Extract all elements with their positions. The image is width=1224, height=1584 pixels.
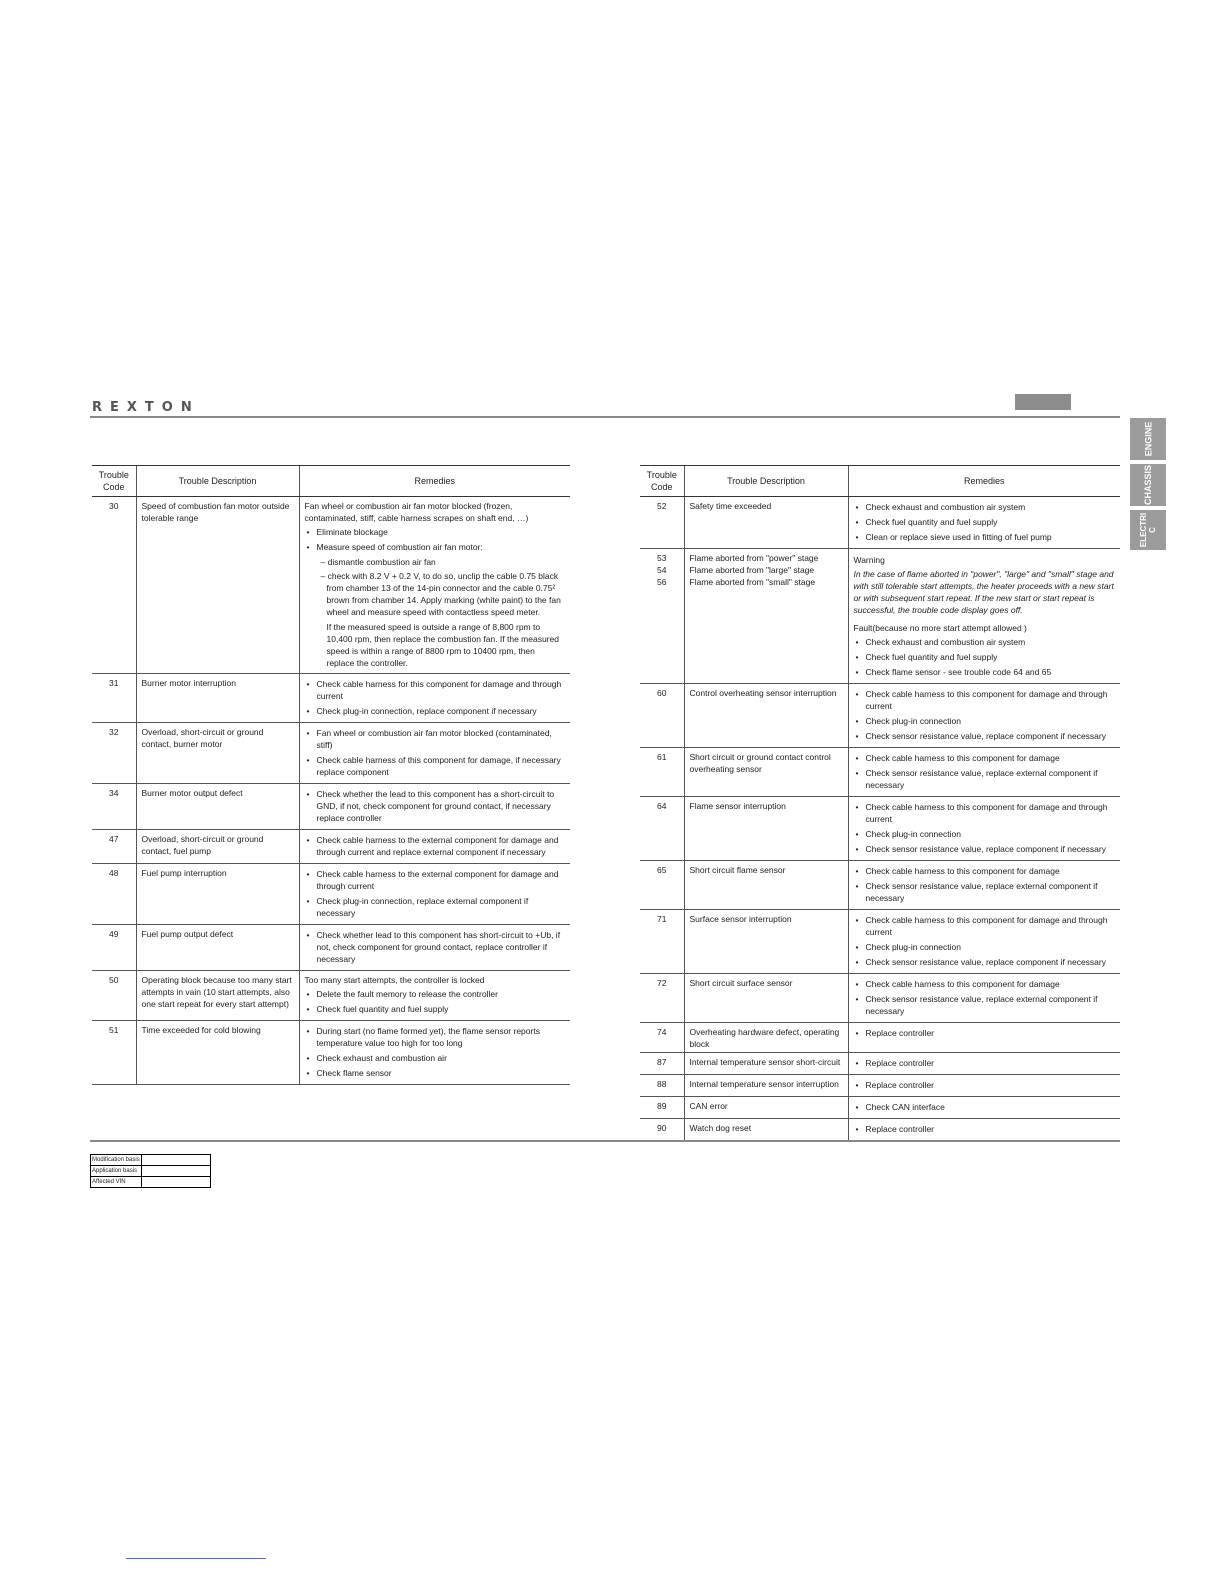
trouble-code-table-right bbox=[640, 465, 1120, 1141]
trouble-code: 48 bbox=[92, 864, 136, 925]
remedy-bullet: • Check sensor resistance value, replace external component if necessary bbox=[854, 767, 1116, 791]
table-row bbox=[92, 723, 570, 784]
trouble-code: 61 bbox=[640, 748, 684, 797]
table-row bbox=[92, 864, 570, 925]
tab-chassis[interactable]: CHASSIS bbox=[1130, 464, 1166, 506]
table-row bbox=[92, 674, 570, 723]
trouble-code: 65 bbox=[640, 861, 684, 910]
table-row bbox=[640, 1053, 1120, 1075]
application-basis-label: Application basis bbox=[91, 1166, 142, 1177]
remedies bbox=[848, 1097, 1120, 1119]
trouble-description: Time exceeded for cold blowing bbox=[136, 1021, 299, 1085]
trouble-code: 88 bbox=[640, 1075, 684, 1097]
table-row bbox=[92, 1021, 570, 1085]
trouble-code: 32 bbox=[92, 723, 136, 784]
trouble-code-table-left bbox=[92, 465, 570, 1085]
remedy-text: Fan wheel or combustion air fan motor blocked (frozen, contaminated, stiff, cable harness scrapes on shaft end, …) bbox=[304, 501, 529, 523]
remedy-bullet: • Check cable harness to the external component for damage and through current and replace external component if necessary bbox=[305, 834, 566, 858]
trouble-description: Fuel pump interruption bbox=[136, 864, 299, 925]
remedies bbox=[299, 497, 570, 674]
footer-link-line bbox=[126, 1558, 266, 1559]
trouble-description: Flame aborted from "power" stage Flame aborted from "large" stage Flame aborted from "small" stage bbox=[684, 549, 848, 684]
trouble-description: Overload, short-circuit or ground contact, burner motor bbox=[136, 723, 299, 784]
header-box bbox=[1015, 394, 1071, 410]
remedy-bullet: • Replace controller bbox=[854, 1123, 1116, 1135]
remedy-text: Too many start attempts, the controller is locked bbox=[304, 975, 485, 985]
table-row bbox=[640, 549, 1120, 684]
remedy-bullet: • Replace controller bbox=[854, 1079, 1116, 1091]
trouble-description: CAN error bbox=[684, 1097, 848, 1119]
remedy-bullet: • Check exhaust and combustion air system bbox=[854, 501, 1116, 513]
trouble-code: 74 bbox=[640, 1023, 684, 1053]
trouble-description: Short circuit flame sensor bbox=[684, 861, 848, 910]
table-row bbox=[640, 1075, 1120, 1097]
col-header-remedies: Remedies bbox=[848, 466, 1120, 497]
table-row bbox=[640, 748, 1120, 797]
col-header-remedies: Remedies bbox=[299, 466, 570, 497]
trouble-description: Operating block because too many start attempts in vain (10 start attempts, also one start repeat for every start attempt) bbox=[136, 971, 299, 1021]
remedy-bullet: • Delete the fault memory to release the controller bbox=[305, 988, 566, 1000]
trouble-code: 53 54 56 bbox=[640, 549, 684, 684]
remedies bbox=[848, 684, 1120, 748]
rexton-logo: REXTON bbox=[92, 400, 200, 415]
remedy-note: If the measured speed is outside a range of 8,800 rpm to 10,400 rpm, then replace the combustion fan. If the measured speed is within a range of 8800 rpm to 10400 rpm, then replace the controller. bbox=[326, 622, 559, 668]
remedy-bullet: • Check fuel quantity and fuel supply bbox=[854, 651, 1116, 663]
trouble-description: Short circuit or ground contact control overheating sensor bbox=[684, 748, 848, 797]
footer-rule bbox=[90, 1140, 1120, 1142]
modification-table bbox=[90, 1154, 211, 1188]
trouble-code: 71 bbox=[640, 910, 684, 974]
remedies bbox=[299, 864, 570, 925]
trouble-description: Watch dog reset bbox=[684, 1119, 848, 1141]
remedy-bullet: • Check whether the lead to this component has a short-circuit to GND, if not, check component for ground contact, if necessary replace controller bbox=[305, 788, 566, 824]
remedy-bullet: • Check cable harness to the external component for damage and through current bbox=[305, 868, 566, 892]
remedy-bullet: • Check whether lead to this component has short-circuit to +Ub, if not, check component for ground contact, replace controller if necessary bbox=[305, 929, 566, 965]
warning-text: In the case of flame aborted in "power", "large" and "small" stage and with still tolerable start attempts, the heater proceeds with a new start or with subsequent start repeat. If the new start or start repeat is successful, the trouble code display goes off. bbox=[853, 569, 1114, 615]
trouble-code: 50 bbox=[92, 971, 136, 1021]
trouble-code: 89 bbox=[640, 1097, 684, 1119]
trouble-description: Burner motor output defect bbox=[136, 784, 299, 830]
remedies bbox=[848, 1023, 1120, 1053]
affected-vin-label: Affected VIN bbox=[91, 1177, 142, 1188]
trouble-description: Overload, short-circuit or ground contact, fuel pump bbox=[136, 830, 299, 864]
remedy-bullet: • Check fuel quantity and fuel supply bbox=[854, 516, 1116, 528]
table-row bbox=[640, 497, 1120, 549]
remedies bbox=[848, 549, 1120, 684]
remedies bbox=[848, 861, 1120, 910]
remedy-text: Fault(because no more start attempt allowed ) bbox=[853, 623, 1027, 633]
remedy-bullet: • Check cable harness to this component for damage bbox=[854, 978, 1116, 990]
trouble-description: Short circuit surface sensor bbox=[684, 974, 848, 1023]
trouble-description: Safety time exceeded bbox=[684, 497, 848, 549]
trouble-description: Flame sensor interruption bbox=[684, 797, 848, 861]
side-tabs bbox=[1130, 418, 1166, 554]
table-row bbox=[640, 1097, 1120, 1119]
remedy-bullet: • Fan wheel or combustion air fan motor blocked (contaminated, stiff) bbox=[305, 727, 566, 751]
remedies bbox=[299, 1021, 570, 1085]
remedy-bullet: • Check plug-in connection bbox=[854, 941, 1116, 953]
table-row bbox=[92, 971, 570, 1021]
remedy-bullet: • Check sensor resistance value, replace external component if necessary bbox=[854, 993, 1116, 1017]
col-header-code: Trouble Code bbox=[640, 466, 684, 497]
trouble-description: Burner motor interruption bbox=[136, 674, 299, 723]
remedy-bullet: • Check sensor resistance value, replace component if necessary bbox=[854, 730, 1116, 742]
remedy-bullet: • Clean or replace sieve used in fitting of fuel pump bbox=[854, 531, 1116, 543]
trouble-code: 90 bbox=[640, 1119, 684, 1141]
remedy-bullet: • Check cable harness to this component for damage and through current bbox=[854, 688, 1116, 712]
trouble-code: 60 bbox=[640, 684, 684, 748]
remedy-bullet: • Measure speed of combustion air fan motor: bbox=[305, 541, 566, 553]
remedies bbox=[848, 1119, 1120, 1141]
remedy-bullet: • Check plug-in connection, replace component if necessary bbox=[305, 705, 566, 717]
trouble-code: 31 bbox=[92, 674, 136, 723]
remedy-bullet: • Replace controller bbox=[854, 1027, 1116, 1039]
remedy-bullet: • Check cable harness to this component for damage and through current bbox=[854, 801, 1116, 825]
remedy-bullet: • Check plug-in connection, replace external component if necessary bbox=[305, 895, 566, 919]
table-row bbox=[92, 497, 570, 674]
remedies bbox=[299, 925, 570, 971]
trouble-description: Internal temperature sensor short-circuit bbox=[684, 1053, 848, 1075]
remedy-bullet: • Replace controller bbox=[854, 1057, 1116, 1069]
remedy-bullet: • Check cable harness to this component for damage bbox=[854, 752, 1116, 764]
remedy-sub-step: – dismantle combustion air fan bbox=[305, 556, 566, 568]
remedies bbox=[299, 830, 570, 864]
table-row bbox=[640, 797, 1120, 861]
remedies bbox=[299, 971, 570, 1021]
remedy-bullet: • Check CAN interface bbox=[854, 1101, 1116, 1113]
modification-basis-label: Modification basis bbox=[91, 1155, 142, 1166]
remedy-bullet: • Check plug-in connection bbox=[854, 828, 1116, 840]
trouble-code: 51 bbox=[92, 1021, 136, 1085]
table-row bbox=[640, 1023, 1120, 1053]
trouble-code: 30 bbox=[92, 497, 136, 674]
remedy-bullet: • Check exhaust and combustion air system bbox=[854, 636, 1116, 648]
table-row bbox=[640, 974, 1120, 1023]
trouble-code: 49 bbox=[92, 925, 136, 971]
trouble-description: Overheating hardware defect, operating block bbox=[684, 1023, 848, 1053]
remedy-bullet: • Check cable harness to this component for damage bbox=[854, 865, 1116, 877]
table-row bbox=[640, 861, 1120, 910]
remedy-bullet: • Check sensor resistance value, replace component if necessary bbox=[854, 843, 1116, 855]
table-row bbox=[92, 925, 570, 971]
tab-electric[interactable]: ELECTRI C bbox=[1130, 510, 1166, 550]
trouble-description: Speed of combustion fan motor outside tolerable range bbox=[136, 497, 299, 674]
remedies bbox=[848, 497, 1120, 549]
remedy-bullet: • During start (no flame formed yet), the flame sensor reports temperature value too high for too long bbox=[305, 1025, 566, 1049]
remedies bbox=[848, 1053, 1120, 1075]
remedies bbox=[848, 797, 1120, 861]
warning-label: Warning bbox=[853, 555, 885, 565]
trouble-code: 34 bbox=[92, 784, 136, 830]
col-header-code: Trouble Code bbox=[92, 466, 136, 497]
remedies bbox=[299, 723, 570, 784]
remedies bbox=[848, 974, 1120, 1023]
remedy-sub-step: – check with 8.2 V + 0.2 V, to do so, unclip the cable 0.75 black from chamber 13 of the 14-pin connector and the cable 0.75² brown from chamber 14. Apply marking (white paint) to the fan wheel and measure speed with contactless speed meter. bbox=[305, 570, 566, 618]
trouble-code: 87 bbox=[640, 1053, 684, 1075]
remedy-bullet: • Check cable harness for this component for damage and through current bbox=[305, 678, 566, 702]
remedies bbox=[848, 748, 1120, 797]
table-row bbox=[640, 684, 1120, 748]
remedy-bullet: • Check flame sensor - see trouble code 64 and 65 bbox=[854, 666, 1116, 678]
remedies bbox=[848, 910, 1120, 974]
remedies bbox=[848, 1075, 1120, 1097]
header-rule bbox=[90, 416, 1120, 418]
remedy-bullet: • Check flame sensor bbox=[305, 1067, 566, 1079]
remedy-bullet: • Check plug-in connection bbox=[854, 715, 1116, 727]
remedies bbox=[299, 784, 570, 830]
remedy-bullet: • Check sensor resistance value, replace external component if necessary bbox=[854, 880, 1116, 904]
remedies bbox=[299, 674, 570, 723]
trouble-description: Internal temperature sensor interruption bbox=[684, 1075, 848, 1097]
trouble-description: Fuel pump output defect bbox=[136, 925, 299, 971]
remedy-bullet: • Eliminate blockage bbox=[305, 526, 566, 538]
trouble-description: Control overheating sensor interruption bbox=[684, 684, 848, 748]
col-header-desc: Trouble Description bbox=[136, 466, 299, 497]
trouble-description: Surface sensor interruption bbox=[684, 910, 848, 974]
trouble-code: 72 bbox=[640, 974, 684, 1023]
remedy-bullet: • Check sensor resistance value, replace component if necessary bbox=[854, 956, 1116, 968]
table-row bbox=[92, 830, 570, 864]
remedy-bullet: • Check fuel quantity and fuel supply bbox=[305, 1003, 566, 1015]
trouble-code: 52 bbox=[640, 497, 684, 549]
trouble-code: 47 bbox=[92, 830, 136, 864]
table-row bbox=[640, 910, 1120, 974]
col-header-desc: Trouble Description bbox=[684, 466, 848, 497]
tab-engine[interactable]: ENGINE bbox=[1130, 418, 1166, 460]
table-row bbox=[92, 784, 570, 830]
remedy-bullet: • Check cable harness of this component for damage, if necessary replace component bbox=[305, 754, 566, 778]
table-row bbox=[640, 1119, 1120, 1141]
remedy-bullet: • Check cable harness to this component for damage and through current bbox=[854, 914, 1116, 938]
trouble-code: 64 bbox=[640, 797, 684, 861]
remedy-bullet: • Check exhaust and combustion air bbox=[305, 1052, 566, 1064]
